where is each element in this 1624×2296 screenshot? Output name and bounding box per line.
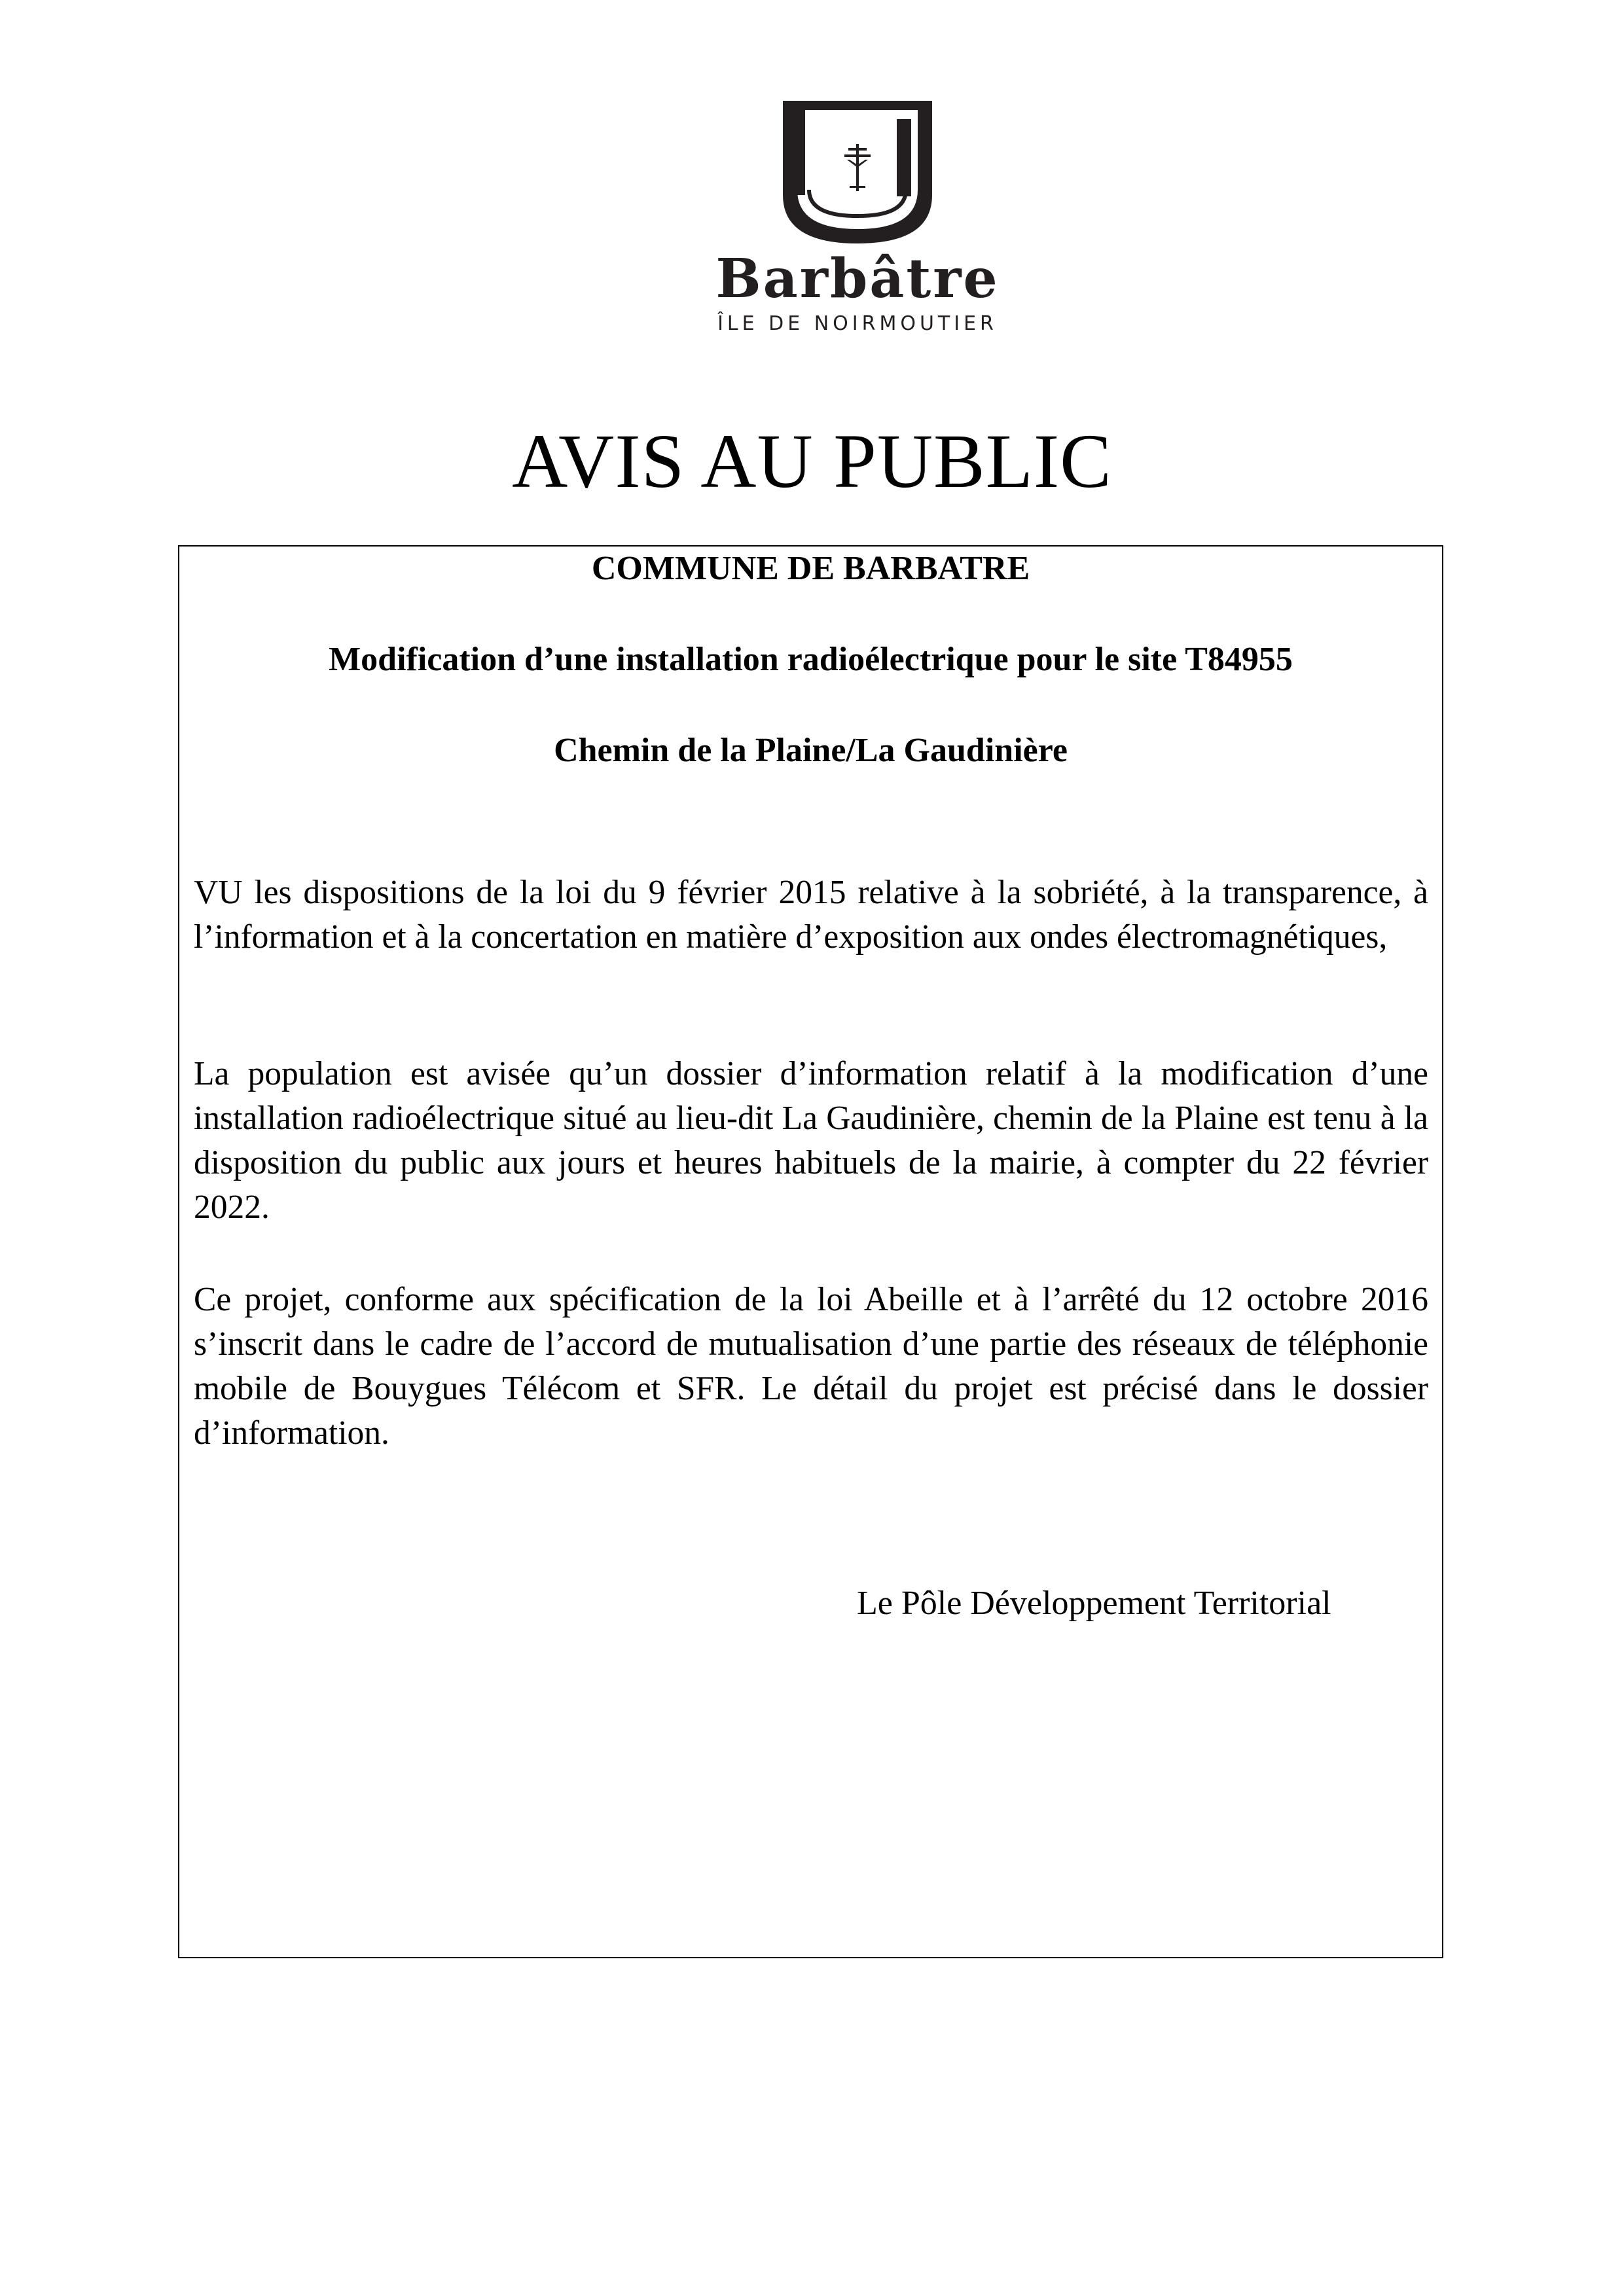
svg-text:ÎLE DE NOIRMOUTIER: ÎLE DE NOIRMOUTIER: [717, 312, 998, 335]
municipality-logo: [648, 92, 1067, 340]
public-notice-paragraph: La population est avisée qu’un dossier d’information relatif à la modification d’une installation radioélectrique situé au lieu-dit La Gaudinière, chemin de la Plaine est tenu à la disposition du public aux jours et heures habituels de la mairie, à compter du 22 février 2022.: [194, 1055, 1428, 1226]
project-details-paragraph: Ce projet, conforme aux spécification de la loi Abeille et à l’arrêté du 12 octobre 2016 s’inscrit dans le cadre de l’accord de mutualisation d’une partie des réseaux de téléphonie mobile de Bouygues Télécom et SFR. Le détail du projet est précisé dans le dossier d’information.: [194, 1281, 1428, 1452]
legal-basis-paragraph: VU les dispositions de la loi du 9 février 2015 relative à la sobriété, à la transparence, à l’information et à la concertation en matière d’exposition aux ondes électromagnétiques,: [194, 874, 1428, 956]
signature: Le Pôle Développement Territorial: [857, 1585, 1331, 1622]
barbatre-emblem-icon: [648, 92, 1067, 340]
page-title: AVIS AU PUBLIC: [512, 418, 1112, 504]
location-heading: Chemin de la Plaine/La Gaudinière: [554, 732, 1068, 769]
commune-heading: COMMUNE DE BARBATRE: [591, 550, 1030, 587]
svg-text:Barbâtre: Barbâtre: [715, 247, 1000, 310]
notice-box: [178, 545, 1443, 1958]
subject-heading: Modification d’une installation radioélectrique pour le site T84955: [329, 641, 1293, 678]
